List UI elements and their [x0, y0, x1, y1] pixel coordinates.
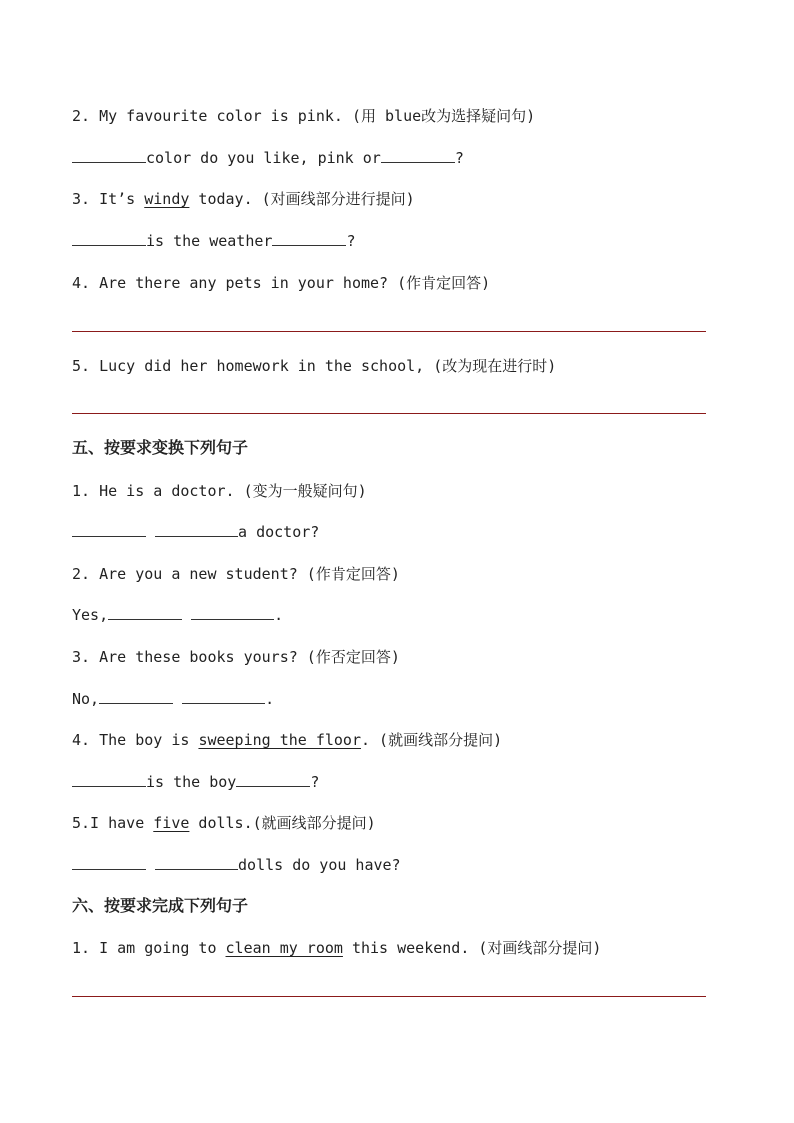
q3-prompt-post: today. (对画线部分进行提问): [189, 190, 415, 208]
s5-q3-answer-start: No,: [72, 690, 100, 708]
s5-q2-answer-line: [72, 605, 283, 625]
answer-blank[interactable]: [191, 605, 274, 620]
answer-blank[interactable]: [108, 605, 182, 620]
q4-prompt: 4. Are there any pets in your home? (作肯定回答): [72, 274, 491, 292]
s6-q1-prompt-post: this weekend. (对画线部分提问): [342, 939, 602, 957]
q3-underlined-word: windy: [144, 190, 190, 208]
s6-q1-answer-rule[interactable]: [72, 996, 706, 997]
s5-q4-answer-mid: is the boy: [146, 773, 237, 791]
s5-q4-answer-end: ?: [310, 773, 320, 791]
q2-prompt: 2. My favourite color is pink. (用 blue改为选择疑问句): [72, 107, 536, 125]
answer-blank[interactable]: [272, 231, 346, 246]
answer-blank[interactable]: [236, 772, 310, 787]
s5-q1-answer-end: a doctor?: [238, 523, 320, 541]
answer-blank[interactable]: [72, 231, 146, 246]
s5-q4-prompt-pre: 4. The boy is: [72, 731, 199, 749]
s5-q4-prompt-post: . (就画线部分提问): [361, 731, 503, 749]
s6-q1-underlined-phrase: clean my room: [225, 939, 343, 957]
q3-prompt-pre: 3. It’s: [72, 190, 145, 208]
s5-q3-answer-line: [72, 689, 274, 709]
s5-q5-answer-end: dolls do you have?: [238, 856, 401, 874]
answer-blank[interactable]: [99, 689, 173, 704]
section6-heading: 六、按要求完成下列句子: [72, 896, 249, 915]
s5-q2-prompt: 2. Are you a new student? (作肯定回答): [72, 565, 400, 583]
s5-q1-prompt: 1. He is a doctor. (变为一般疑问句): [72, 482, 367, 500]
answer-blank[interactable]: [381, 148, 455, 163]
s5-q5-prompt-post: dolls.(就画线部分提问): [189, 814, 376, 832]
s5-q5-answer-line: [72, 855, 401, 875]
q4-answer-rule[interactable]: [72, 331, 706, 332]
answer-blank[interactable]: [182, 689, 265, 704]
q2-answer-mid: color do you like, pink or: [146, 149, 381, 167]
q3-answer-mid: is the weather: [146, 232, 273, 250]
q3-prompt: [72, 189, 415, 209]
q5-prompt: 5. Lucy did her homework in the school, (改为现在进行时): [72, 357, 557, 375]
answer-blank[interactable]: [72, 772, 146, 787]
s5-q5-prompt-pre: 5.I have: [72, 814, 154, 832]
answer-blank[interactable]: [72, 522, 146, 537]
q2-answer-line: [72, 148, 464, 168]
s5-q2-answer-end: .: [274, 606, 284, 624]
s5-q4-answer-line: [72, 772, 319, 792]
answer-blank[interactable]: [72, 855, 146, 870]
answer-blank[interactable]: [72, 148, 146, 163]
s5-q3-answer-end: .: [265, 690, 275, 708]
q3-answer-end: ?: [346, 232, 356, 250]
section5-heading: 五、按要求变换下列句子: [72, 438, 249, 457]
q3-answer-line: [72, 231, 355, 251]
s5-q4-prompt: [72, 730, 502, 750]
q2-answer-end: ?: [454, 149, 464, 167]
s6-q1-prompt: [72, 938, 601, 958]
s5-q1-answer-line: [72, 522, 319, 542]
answer-blank[interactable]: [155, 855, 238, 870]
q5-answer-rule[interactable]: [72, 413, 706, 414]
s5-q4-underlined-phrase: sweeping the floor: [198, 731, 361, 749]
s5-q3-prompt: 3. Are these books yours? (作否定回答): [72, 648, 400, 666]
s5-q5-prompt: [72, 813, 376, 833]
s5-q2-answer-start: Yes,: [72, 606, 109, 624]
answer-blank[interactable]: [155, 522, 238, 537]
s6-q1-prompt-pre: 1. I am going to: [72, 939, 226, 957]
s5-q5-underlined-word: five: [153, 814, 190, 832]
